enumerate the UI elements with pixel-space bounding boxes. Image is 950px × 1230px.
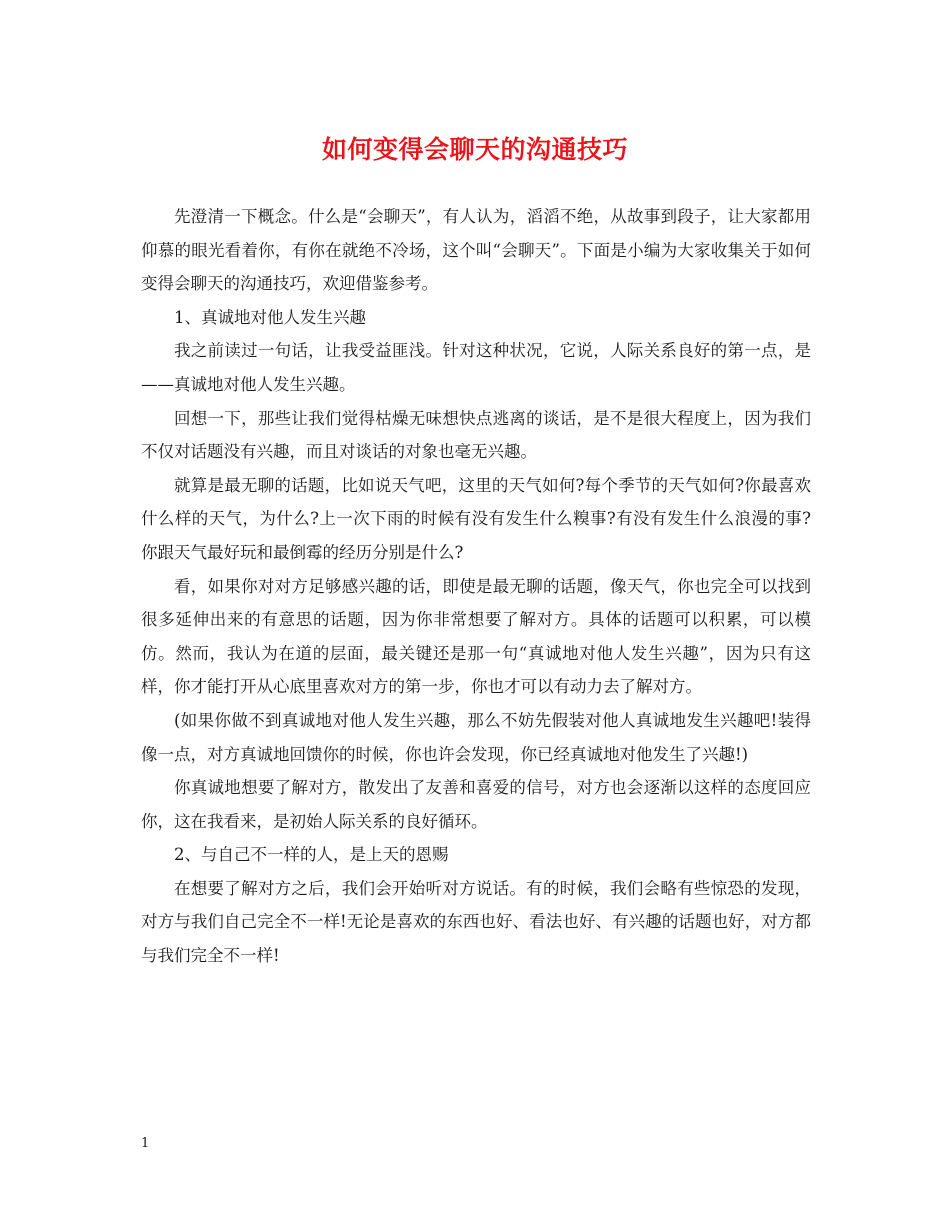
paragraph: 回想一下，那些让我们觉得枯燥无味想快点逃离的谈话，是不是很大程度上，因为我们不仅对话题没有兴趣，而且对谈话的对象也毫无兴趣。: [141, 408, 811, 462]
paragraph: 我之前读过一句话，让我受益匪浅。针对这种状况，它说，人际关系良好的第一点，是——真诚地对他人发生兴趣。: [141, 341, 811, 394]
paragraph-intro: 先澄清一下概念。什么是“会聊天”，有人认为，滔滔不绝，从故事到段子，让大家都用仰慕的眼光看着你，有你在就绝不冷场，这个叫“会聊天”。下面是小编为大家收集关于如何变得会聊天的沟通技巧，欢迎借鉴参考。: [141, 207, 811, 294]
paragraph: 在想要了解对方之后，我们会开始听对方说话。有的时候，我们会略有些惊恐的发现，对方与我们自己完全不一样!无论是喜欢的东西也好、看法也好、有兴趣的话题也好，对方都与我们完全不一样!: [141, 878, 811, 966]
document-body: [141, 200, 811, 973]
paragraph: (如果你做不到真诚地对他人发生兴趣，那么不妨先假装对他人真诚地发生兴趣吧!装得像一点，对方真诚地回馈你的时候，你也许会发现，你已经真诚地对他发生了兴趣!): [141, 710, 811, 764]
document-title: 如何变得会聊天的沟通技巧: [321, 135, 628, 164]
page-number: 1: [141, 1136, 150, 1151]
section-heading-2: 2、与自己不一样的人，是上天的恩赐: [174, 845, 449, 865]
section-heading-1: 1、真诚地对他人发生兴趣: [174, 307, 366, 327]
paragraph: 看，如果你对对方足够感兴趣的话，即使是最无聊的话题，像天气，你也完全可以找到很多延伸出来的有意思的话题，因为你非常想要了解对方。具体的话题可以积累，可以模仿。然而，我认为在道的层面，最关键还是那一句“真诚地对他人发生兴趣”，因为只有这样，你才能打开从心底里喜欢对方的第一步，你也才可以有动力去了解对方。: [141, 576, 811, 697]
paragraph: 就算是最无聊的话题，比如说天气吧，这里的天气如何?每个季节的天气如何?你最喜欢什么样的天气，为什么?上一次下雨的时候有没有发生什么糗事?有没有发生什么浪漫的事?你跟天气最好玩和最倒霉的经历分别是什么?: [141, 475, 811, 562]
paragraph: 你真诚地想要了解对方，散发出了友善和喜爱的信号，对方也会逐渐以这样的态度回应你，这在我看来，是初始人际关系的良好循环。: [141, 778, 811, 831]
